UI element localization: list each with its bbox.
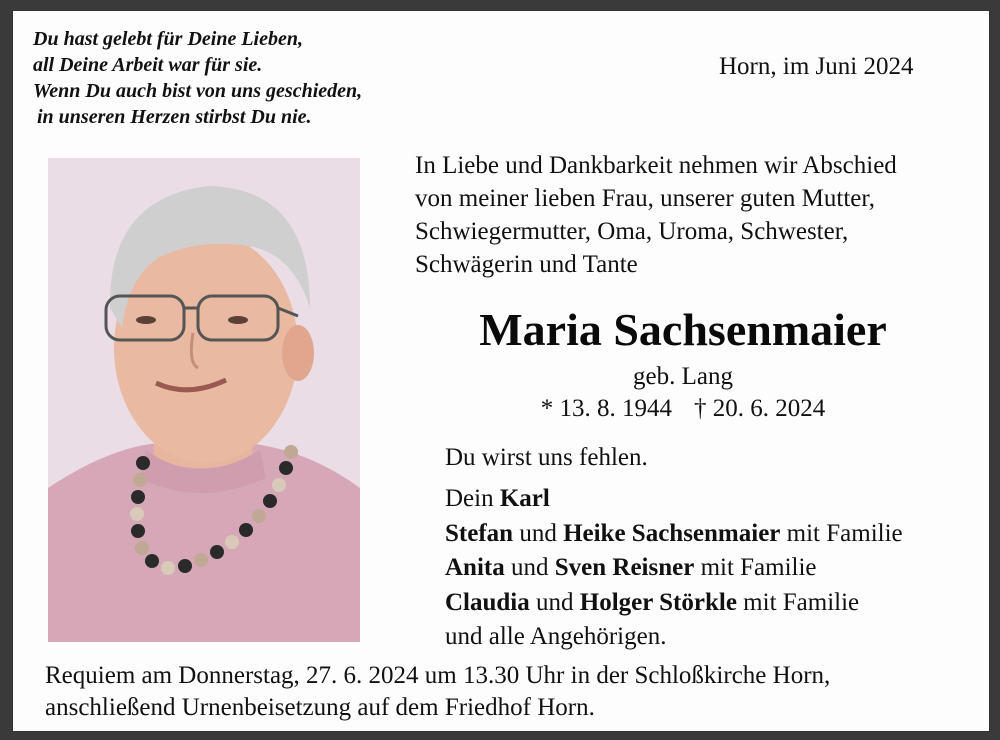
poem-line: Wenn Du auch bist von uns geschieden, xyxy=(33,80,363,102)
death-date: † 20. 6. 2024 xyxy=(694,395,826,422)
poem-line: in unseren Herzen stirbst Du nie. xyxy=(37,106,312,128)
family-suffix: mit Familie xyxy=(786,519,903,547)
maiden-name: geb. Lang xyxy=(633,363,733,390)
husband-prefix: Dein xyxy=(445,485,494,512)
conjunction: und xyxy=(536,588,574,616)
family-suffix: mit Familie xyxy=(700,554,817,581)
intro-line: Schwiegermutter, Oma, Uroma, Schwester, xyxy=(415,218,849,245)
portrait-illustration xyxy=(48,158,360,642)
birth-date: * 13. 8. 1944 xyxy=(540,395,672,422)
poem-line: Du hast gelebt für Deine Lieben, xyxy=(33,28,303,50)
mourner-first: Stefan xyxy=(445,519,514,547)
mourner-first: Claudia xyxy=(445,588,530,616)
mourner-second: Heike Sachsenmaier xyxy=(563,519,781,547)
intro-text xyxy=(415,149,897,281)
service-info xyxy=(45,660,830,724)
mourners-list xyxy=(445,482,903,655)
mourner-line xyxy=(445,482,903,517)
mourner-second: Sven Reisner xyxy=(554,554,695,581)
obituary-notice xyxy=(12,10,990,732)
mourner-closing: und alle Angehörigen. xyxy=(445,623,667,650)
mourner-second: Holger Störkle xyxy=(579,588,737,616)
mourner-line xyxy=(445,517,903,552)
portrait-photo xyxy=(48,158,360,642)
mourner-first: Anita xyxy=(445,554,505,581)
poem xyxy=(33,26,362,130)
mourner-line xyxy=(445,586,903,621)
place-date: Horn, im Juni 2024 xyxy=(719,53,914,80)
deceased-name: Maria Sachsenmaier xyxy=(479,304,887,355)
family-suffix: mit Familie xyxy=(743,588,860,616)
farewell-message: Du wirst uns fehlen. xyxy=(445,444,648,471)
conjunction: und xyxy=(510,554,549,581)
intro-line: von meiner lieben Frau, unserer guten Mutter, xyxy=(415,185,875,212)
mourner-line xyxy=(445,551,903,586)
service-line: anschließend Urnenbeisetzung auf dem Friedhof Horn. xyxy=(45,694,595,721)
life-dates xyxy=(393,395,973,423)
conjunction: und xyxy=(519,519,557,547)
poem-line: all Deine Arbeit war für sie. xyxy=(33,54,263,76)
husband-name: Karl xyxy=(499,485,550,512)
intro-line: Schwägerin und Tante xyxy=(415,251,638,278)
service-line: Requiem am Donnerstag, 27. 6. 2024 um 13.30 Uhr in der Schloßkirche Horn, xyxy=(45,662,831,689)
intro-line: In Liebe und Dankbarkeit nehmen wir Abschied xyxy=(415,152,897,179)
